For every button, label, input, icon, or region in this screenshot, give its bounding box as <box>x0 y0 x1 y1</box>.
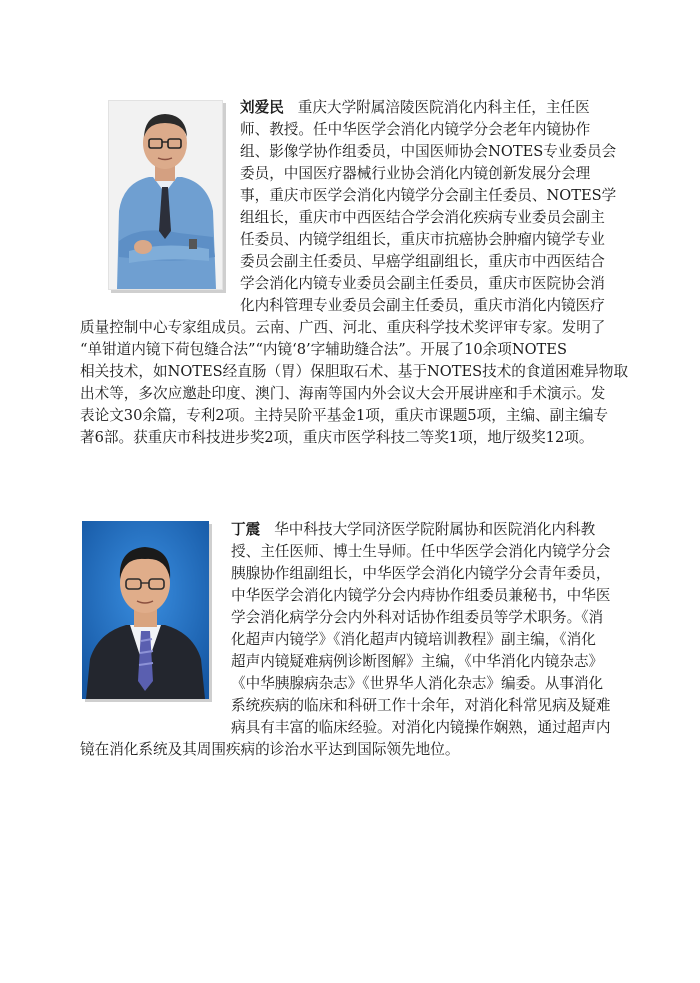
bio-line: 《中华胰腺病杂志》《世界华人消化杂志》编委。从事消化 <box>231 675 604 692</box>
bio-line: “单钳道内镜下荷包缝合法”“内镜‘8’字辅助缝合法”。开展了10余项NOTES <box>80 341 567 358</box>
person-name: 丁震 <box>231 521 261 538</box>
bio-line: 质量控制中心专家组成员。云南、广西、河北、重庆科学技术奖评审专家。发明了 <box>80 319 606 336</box>
bio-line: 师、教授。任中华医学会消化内镜学分会老年内镜协作 <box>240 121 591 138</box>
bio-line: 化超声内镜学》《消化超声内镜培训教程》副主编，《消化 <box>231 631 596 648</box>
bio-line: 相关技术，如NOTES经直肠（胃）保胆取石术、基于NOTES技术的食道困难异物取 <box>80 363 629 380</box>
bio-line: 著6部。获重庆市科技进步奖2项，重庆市医学科技二等奖1项，地厅级奖12项。 <box>80 429 594 446</box>
person-name: 刘爱民 <box>240 99 284 116</box>
portrait-photo-ding <box>82 521 209 699</box>
portrait-photo-liu <box>108 100 223 290</box>
bio-line: 刘爱民 重庆大学附属涪陵医院消化内科主任，主任医 <box>240 99 590 116</box>
bio-line: 系统疾病的临床和科研工作十余年，对消化科常见病及疑难 <box>231 697 611 714</box>
bio-line: 中华医学会消化内镜学分会内痔协作组委员兼秘书，中华医 <box>231 587 611 604</box>
bio-line: 组组长，重庆市中西医结合学会消化疾病专业委员会副主 <box>240 209 605 226</box>
bio-line: 化内科管理专业委员会副主任委员，重庆市消化内镜医疗 <box>240 297 605 314</box>
bio-line: 授、主任医师、博士生导师。任中华医学会消化内镜学分会 <box>231 543 611 560</box>
bio-line: 表论文30余篇，专利2项。主持吴阶平基金1项，重庆市课题5项，主编、副主编专 <box>80 407 609 424</box>
bio-line: 组、影像学协作组委员，中国医师协会NOTES专业委员会 <box>240 143 617 160</box>
bio-line: 学会消化病学分会内外科对话协作组委员等学术职务。《消 <box>231 609 604 626</box>
bio-line: 委员会副主任委员、早癌学组副组长，重庆市中西医结合 <box>240 253 605 270</box>
bio-line: 学会消化内镜专业委员会副主任委员，重庆市医院协会消 <box>240 275 605 292</box>
bio-line: 事，重庆市医学会消化内镜学分会副主任委员、NOTES学 <box>240 187 617 204</box>
bio-line: 丁震 华中科技大学同济医学院附属协和医院消化内科教 <box>231 521 596 538</box>
bio-line: 任委员、内镜学组组长，重庆市抗癌协会肿瘤内镜学专业 <box>240 231 605 248</box>
bio-line: 胰腺协作组副组长，中华医学会消化内镜学分会青年委员， <box>231 565 611 582</box>
bio-line: 镜在消化系统及其周围疾病的诊治水平达到国际领先地位。 <box>80 741 460 758</box>
bio-line: 病具有丰富的临床经验。对消化内镜操作娴熟，通过超声内 <box>231 719 611 736</box>
bio-line: 出术等，多次应邀赴印度、澳门、海南等国内外会议大会开展讲座和手术演示。发 <box>80 385 606 402</box>
bio-line: 超声内镜疑难病例诊断图解》主编，《中华消化内镜杂志》 <box>231 653 604 670</box>
bio-line: 委员，中国医疗器械行业协会消化内镜创新发展分会理 <box>240 165 591 182</box>
